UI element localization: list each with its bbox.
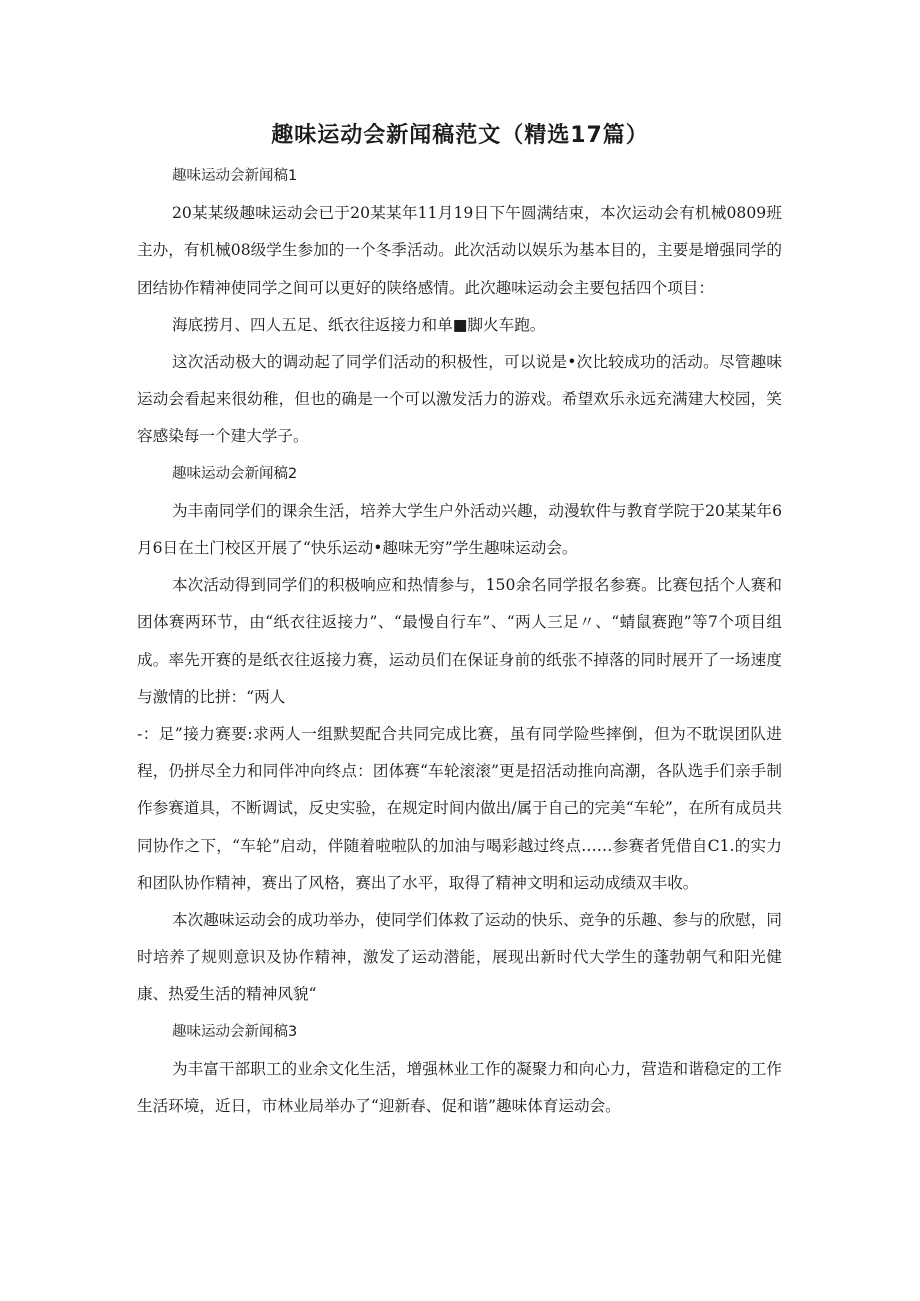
paragraph: 本次趣味运动会的成功举办，使同学们体救了运动的快乐、竞争的乐趣、参与的欣慰，同时培养了规则意识及协作精神，激发了运动潜能，展现出新时代大学生的蓬勃朝气和阳光健康、热爱生活的精神风貌“ [137,911,782,1004]
section-heading-3: 趣味运动会新闻稿3 [172,1023,298,1040]
section-heading-2: 趣味运动会新闻稿2 [172,465,298,482]
paragraph-continued: -：足”接力赛要:求两人一组默契配合共同完成比赛，虽有同学险些摔倒，但为不耽误团队进程，仍拼尽全力和同伴冲向终点：团体赛“车轮滚滚”更是招活动推向高潮，各队选手们亲手制作参赛道具，不断调试，反史实验，在规定时间内做出/属于自己的完美“车轮”，在所有成员共同协作之下，“车轮”启动，伴随着啦啦队的加油与喝彩越过终点……参赛者凭借自C1.的实力和团队协作精神，赛出了风格，赛出了水平，取得了精神文明和运动成绩双丰收。 [137,725,782,892]
document-body [137,158,782,1125]
paragraph: 为丰南同学们的课余生活，培养大学生户外活动兴趣，动漫软件与教育学院于20某某年6月6日在土门校区开展了“快乐运动•趣味无穷”学生趣味运动会。 [137,501,782,558]
document-title: 趣味运动会新闻稿范文（精选17篇） [271,123,649,148]
paragraph: 海底捞月、四人五足、纸衣往返接力和单■脚火车跑。 [172,315,546,334]
paragraph: 这次活动极大的调动起了同学们活动的积极性，可以说是•次比较成功的活动。尽管趣味运动会看起来很幼稚，但也的确是一个可以激发活力的游戏。希望欢乐永远充满建大校园，笑容感染每一个建大学子。 [137,353,782,446]
paragraph: 本次活动得到同学们的积极响应和热情参与，150余名同学报名参赛。比赛包括个人赛和团体赛两环节，由“纸衣往返接力”、“最慢自行车”、“两人三足〃、“蜻鼠赛跑”等7个项目组成。率先开赛的是纸衣往返接力赛，运动员们在保证身前的纸张不掉落的同时展开了一场速度与激情的比拼：“两人 [137,576,782,706]
section-heading-1: 趣味运动会新闻稿1 [172,168,298,184]
paragraph: 为丰富干部职工的业余文化生活，增强林业工作的凝聚力和向心力，营造和谐稳定的工作生活环境，近日，市林业局举办了“迎新春、促和谐”趣味体育运动会。 [137,1059,782,1116]
paragraph: 20某某级趣味运动会已于20某某年11月19日下午圆满结束，本次运动会有机械0809班主办，有机械08级学生参加的一个冬季活动。此次活动以娱乐为基本目的，主要是增强同学的团结协作精神使同学之间可以更好的陕络感情。此次趣味运动会主要包括四个项目： [137,204,782,297]
